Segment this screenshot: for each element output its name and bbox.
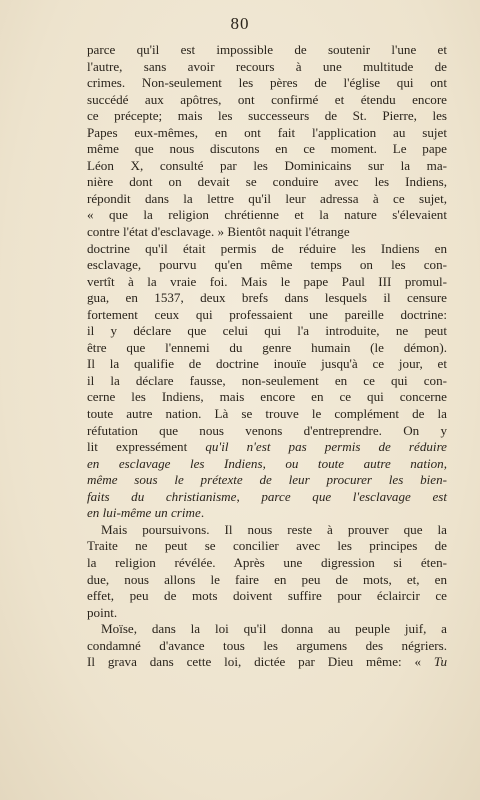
italic-text: qu'il n'est pas permis de réduire xyxy=(205,439,447,455)
text-line: condamné d'avance tous les argumens des négriers. xyxy=(87,637,447,653)
italic-text: faits du christianisme xyxy=(87,488,237,504)
text-line: Papes eux-mêmes, en ont fait l'application au sujet xyxy=(87,124,447,140)
text-line: succédé aux apôtres, ont confirmé et étendu encore xyxy=(87,91,447,107)
text-line: ce précepte; mais les successeurs de St. Pierre, les xyxy=(87,108,447,124)
italic-text: en lui-même un crime xyxy=(87,505,201,521)
text-line xyxy=(87,456,447,473)
text-line: Mais poursuivons. Il nous reste à prouver que la xyxy=(101,521,447,537)
text-line: doctrine qu'il était permis de réduire les Indiens en xyxy=(87,240,447,256)
text-segment: , xyxy=(236,488,262,504)
text-line: Moïse, dans la loi qu'il donna au peuple juif, a xyxy=(101,621,447,637)
text-line: même que nous discutons en ce moment. Le pape xyxy=(87,141,447,157)
text-line: gua, en 1537, deux brefs dans lesquels il censure xyxy=(87,290,447,306)
text-line xyxy=(87,505,447,522)
text-line: fortement ceux qui professaient une pareille doctrine: xyxy=(87,306,447,322)
text-line: « que la religion chrétienne et la nature s'élevaient xyxy=(87,207,447,223)
text-line: répondit dans la lettre qu'il leur adressa à ce sujet, xyxy=(87,190,447,206)
text-line xyxy=(87,472,447,489)
text-line: il la déclare fausse, non-seulement en ce qui con- xyxy=(87,372,447,388)
text-line: crimes. Non-seulement les pères de l'église qui ont xyxy=(87,75,447,91)
text-line: il y déclare que celui qui l'a introduite, ne peut xyxy=(87,323,447,339)
text-line xyxy=(87,439,447,456)
text-line xyxy=(87,489,447,506)
text-line: Traite ne peut se concilier avec les principes de xyxy=(87,538,447,554)
text-line: vertît à la vraie foi. Mais le pape Paul III promul- xyxy=(87,273,447,289)
italic-text: même sous le prétexte de leur procurer les bien- xyxy=(87,472,447,488)
text-line: Il la qualifie de doctrine inouïe jusqu'à ce jour, et xyxy=(87,356,447,372)
text-line: réfutation que nous venons d'entreprendre. On y xyxy=(87,422,447,438)
text-line: parce qu'il est impossible de soutenir l'une et xyxy=(87,42,447,57)
text-line xyxy=(87,654,447,671)
text-line: contre l'état d'esclavage. » Bientôt naquit l'étrange xyxy=(87,224,350,240)
text-line: effet, peu de mots doivent suffire pour éclaircir ce xyxy=(87,588,447,604)
text-line: due, nous allons le faire en peu de mots, et, en xyxy=(87,571,447,587)
text-segment: lit expressément xyxy=(87,439,206,455)
text-line: la religion révélée. Après une digression si éten- xyxy=(87,554,447,570)
italic-text: parce que l'esclavage est xyxy=(261,488,447,504)
page-number: 80 xyxy=(230,14,250,33)
text-line: l'autre, sans avoir recours à une multitude de xyxy=(87,58,447,74)
text-line: toute autre nation. Là se trouve le complément de la xyxy=(87,406,447,422)
text-line: point. xyxy=(87,604,118,620)
text-segment: . xyxy=(200,505,205,521)
text-line: nière dont on devait se conduire avec les Indiens, xyxy=(87,174,447,190)
text-segment: Il grava dans cette loi, dictée par Dieu même: « xyxy=(87,654,434,670)
text-line: esclavage, pourvu qu'en même temps on les con- xyxy=(87,257,447,273)
text-line: Léon X, consulté par les Dominicains sur la ma- xyxy=(87,157,447,173)
italic-text: en esclavage les Indiens, ou toute autre nation, xyxy=(87,455,447,471)
italic-text: Tu xyxy=(433,654,447,670)
body-text xyxy=(87,42,447,671)
text-line: être que l'ennemi du genre humain (le démon). xyxy=(87,339,447,355)
text-line: cerne les Indiens, mais encore en ce qui concerne xyxy=(87,389,447,405)
